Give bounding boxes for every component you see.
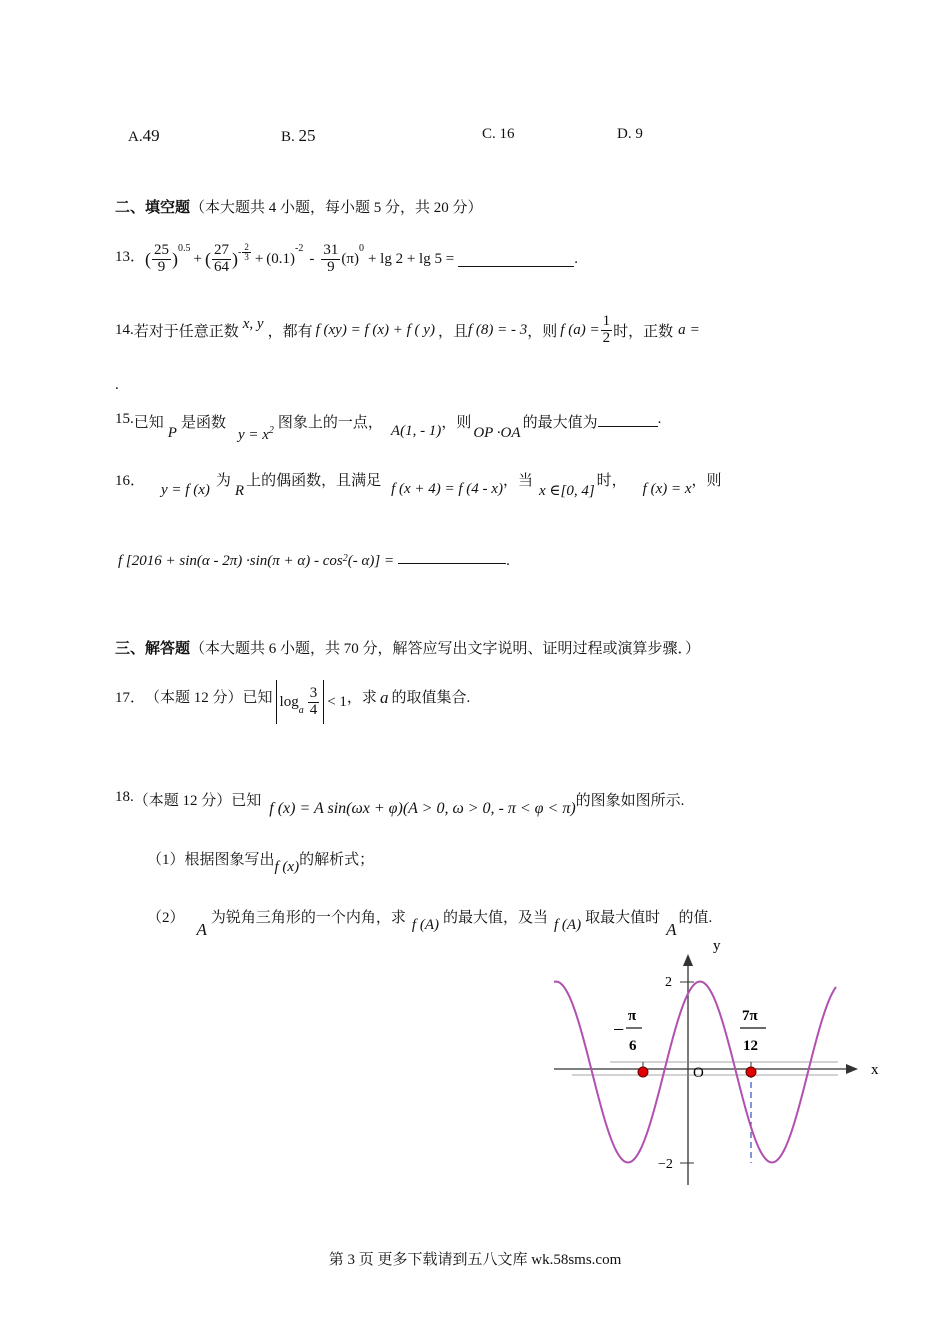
point-7pi-12	[746, 1067, 756, 1077]
option-a-value: 49	[142, 126, 160, 145]
label-right-den: 12	[743, 1038, 758, 1054]
q14-equation3: f (a) =	[560, 321, 600, 338]
q13-minus: -	[309, 250, 315, 267]
q13-frac4-den: 9	[327, 258, 335, 275]
question-13: 13． ( $\frac{25}{9}$ ) $^{0.5}$ + ( $\frac{27}{64}$ ) - $\frac{2}{3}$ + (0.1) $^{-2}$ - $\frac{31}{9}$ (π) $^0$ + lg 2 + lg 5 = .	[115, 242, 578, 275]
label-y-top: 2	[665, 975, 672, 990]
q17-text1: （本题 12 分）已知	[145, 690, 273, 706]
q18-part2-text3: 取最大值时	[585, 910, 661, 926]
q16-x: x ∈[0, 4]	[538, 483, 595, 499]
q13-number: 13．	[115, 249, 146, 265]
q17-log: log	[279, 693, 299, 710]
q13-exp2-sign: -	[237, 247, 242, 259]
q18-equation: f (x) = A sin(ωx + φ)(A > 0, ω > 0, - π < φ < π)	[269, 800, 576, 817]
label-left-sign: −	[613, 1019, 625, 1041]
q16-line2-text: f [2016 + sin(α - 2π) ·sin(π + α) - cos	[118, 553, 343, 569]
q14-half	[601, 314, 613, 347]
q15-answer-blank[interactable]	[598, 411, 658, 427]
section2-heading	[115, 196, 483, 217]
q16-equation1: f (x + 4) = f (4 - x)	[391, 481, 503, 497]
question-18	[115, 789, 684, 818]
q18-text1: （本题 12 分）已知	[133, 793, 262, 809]
q17-number: 17．	[115, 690, 146, 706]
q18-number: 18.	[115, 789, 134, 805]
q14-half-num: 1	[602, 313, 611, 329]
option-d: D. 9	[617, 126, 643, 142]
q13-frac4	[321, 243, 340, 276]
label-left-num: π	[628, 1008, 637, 1024]
q16-text1: 为	[215, 473, 231, 489]
q14-text2: ，都有	[267, 323, 313, 340]
question-15	[115, 411, 661, 444]
q13-exp2-num: 2	[244, 242, 249, 252]
page-footer: 第 3 页 更多下载请到五八文库 wk.58sms.com	[328, 1252, 622, 1268]
q18-part2-A2: A	[666, 920, 677, 939]
section2-note: （本大题共 4 小题，每小题 5 分，共 20 分）	[190, 200, 483, 216]
q13-frac1	[152, 243, 171, 276]
section2-title: 二、填空题	[115, 200, 191, 216]
option-a	[128, 126, 160, 146]
q17-text3: ，求	[346, 690, 377, 706]
question-17	[115, 680, 470, 724]
q15-text1: 已知	[133, 415, 164, 431]
q15-text5: 的最大值为	[522, 415, 598, 431]
q15-A: A(1, - 1)	[390, 423, 442, 439]
q16-R: R	[234, 483, 245, 499]
q15-number: 15.	[115, 411, 134, 427]
q13-frac4-num: 31	[323, 242, 339, 258]
q14-dot: .	[115, 377, 119, 393]
q13-frac2	[212, 243, 231, 276]
option-b-label: B.	[281, 129, 295, 145]
q18-part1-f: f (x)	[274, 859, 300, 875]
q14-equation2: f (8) = - 3	[467, 321, 528, 338]
q14-text3: ，且	[437, 323, 468, 340]
q17-a: a	[379, 688, 389, 707]
y-axis-arrow	[683, 954, 693, 966]
section3-note: （本大题共 6 小题，共 70 分，解答应写出文字说明、证明过程或演算步骤．）	[190, 641, 701, 657]
q18-part2-text2: 的最大值，及当	[443, 910, 549, 926]
q14-text4: ，则	[527, 323, 558, 340]
q13-end: .	[574, 250, 578, 267]
q17-frac-num: 3	[309, 684, 318, 701]
q18-part2-f2: f (A)	[554, 917, 582, 933]
q14-text5: 时，正数	[613, 323, 674, 340]
label-x: x	[871, 1062, 879, 1078]
q13-exp5: 0	[358, 243, 364, 254]
label-left-den: 6	[629, 1038, 637, 1054]
q16-line2-end: (- α)] =	[347, 553, 395, 569]
q15-y-text: y = x	[237, 427, 269, 443]
q13-frac1-num: 25	[154, 242, 170, 258]
question-16	[115, 469, 722, 500]
q17-log-base: a	[298, 705, 304, 716]
q17-text4: 的取值集合.	[391, 690, 471, 706]
q14-half-den: 2	[602, 329, 611, 346]
q16-line2-sq: 2	[342, 553, 348, 564]
question-14	[115, 314, 699, 347]
sine-graph	[545, 930, 890, 1190]
q18-part2-A: A	[196, 920, 207, 939]
q16-text3: ，当	[502, 473, 533, 489]
section3-title: 三、解答题	[115, 641, 191, 657]
q13-term3: (0.1)	[266, 250, 296, 267]
x-axis-arrow	[846, 1064, 858, 1074]
q15-text3: 图象上的一点，	[277, 415, 383, 431]
q13-answer-blank[interactable]	[458, 252, 574, 267]
q16-number: 16．	[115, 473, 146, 489]
q15-text2: 是函数	[180, 415, 226, 431]
q18-part2-text1: 为锐角三角形的一个内角，求	[210, 910, 406, 926]
option-b-value: 25	[298, 126, 316, 145]
q15-vector: OP ·OA	[473, 425, 521, 441]
q17-fraction	[308, 686, 320, 719]
q18-part2-text4: 的值.	[678, 910, 713, 926]
q13-frac1-den: 9	[157, 258, 166, 275]
q15-y	[238, 425, 274, 444]
q18-part2-label: （2）	[147, 910, 185, 926]
q18-part2-f: f (A)	[411, 917, 439, 933]
q13-term6: + lg 2 + lg 5 =	[367, 250, 455, 267]
q14-equation: f (xy) = f (x) + f ( y)	[315, 321, 435, 338]
q17-abs-right	[323, 680, 324, 724]
q15-text4: ，则	[441, 415, 472, 431]
q16-end: .	[506, 553, 510, 569]
q14-text6: =	[690, 321, 700, 338]
q18-part1-end: 的解析式；	[299, 852, 375, 868]
q17-text2: < 1	[327, 693, 347, 710]
label-y: y	[713, 938, 721, 954]
q13-exp3: -2	[295, 243, 304, 254]
q15-y-sq: 2	[268, 425, 274, 436]
q13-term5: (π)	[341, 250, 359, 267]
q16-text4: 时，	[596, 473, 627, 489]
q16-answer-blank[interactable]	[398, 553, 506, 564]
option-c: C. 16	[482, 126, 515, 142]
q16-text2: 上的偶函数，且满足	[246, 473, 382, 489]
q13-frac2-den: 64	[213, 258, 229, 275]
q16-text5: ，则	[691, 473, 722, 489]
q16-y: y = f (x)	[161, 482, 210, 498]
q13-frac2-num: 27	[213, 242, 229, 258]
label-y-bottom: −2	[658, 1157, 673, 1172]
q16-line2	[118, 553, 510, 570]
q18-text2: 的图象如图所示.	[575, 793, 685, 809]
label-right-num: 7π	[742, 1008, 758, 1024]
q14-xy: x, y	[242, 315, 264, 332]
q14-a: a	[678, 321, 686, 338]
q15-end: .	[657, 411, 662, 427]
q18-part1	[147, 848, 374, 876]
label-origin: O	[693, 1065, 704, 1081]
q18-part1-label: （1）根据图象写出	[147, 852, 275, 868]
option-b	[281, 126, 316, 146]
q17-frac-den: 4	[309, 701, 318, 718]
q13-exp2-den: 3	[244, 252, 249, 263]
point-minus-pi-6	[638, 1067, 648, 1077]
q16-equation2: f (x) = x	[642, 481, 692, 497]
option-a-label: A.	[128, 129, 143, 145]
q14-text1: 若对于任意正数	[133, 323, 239, 340]
q14-number: 14.	[115, 321, 134, 338]
q13-exp1: 0.5	[178, 243, 191, 254]
section3-heading	[115, 637, 700, 658]
q15-P: P	[167, 425, 177, 441]
q17-abs-left	[276, 680, 277, 724]
